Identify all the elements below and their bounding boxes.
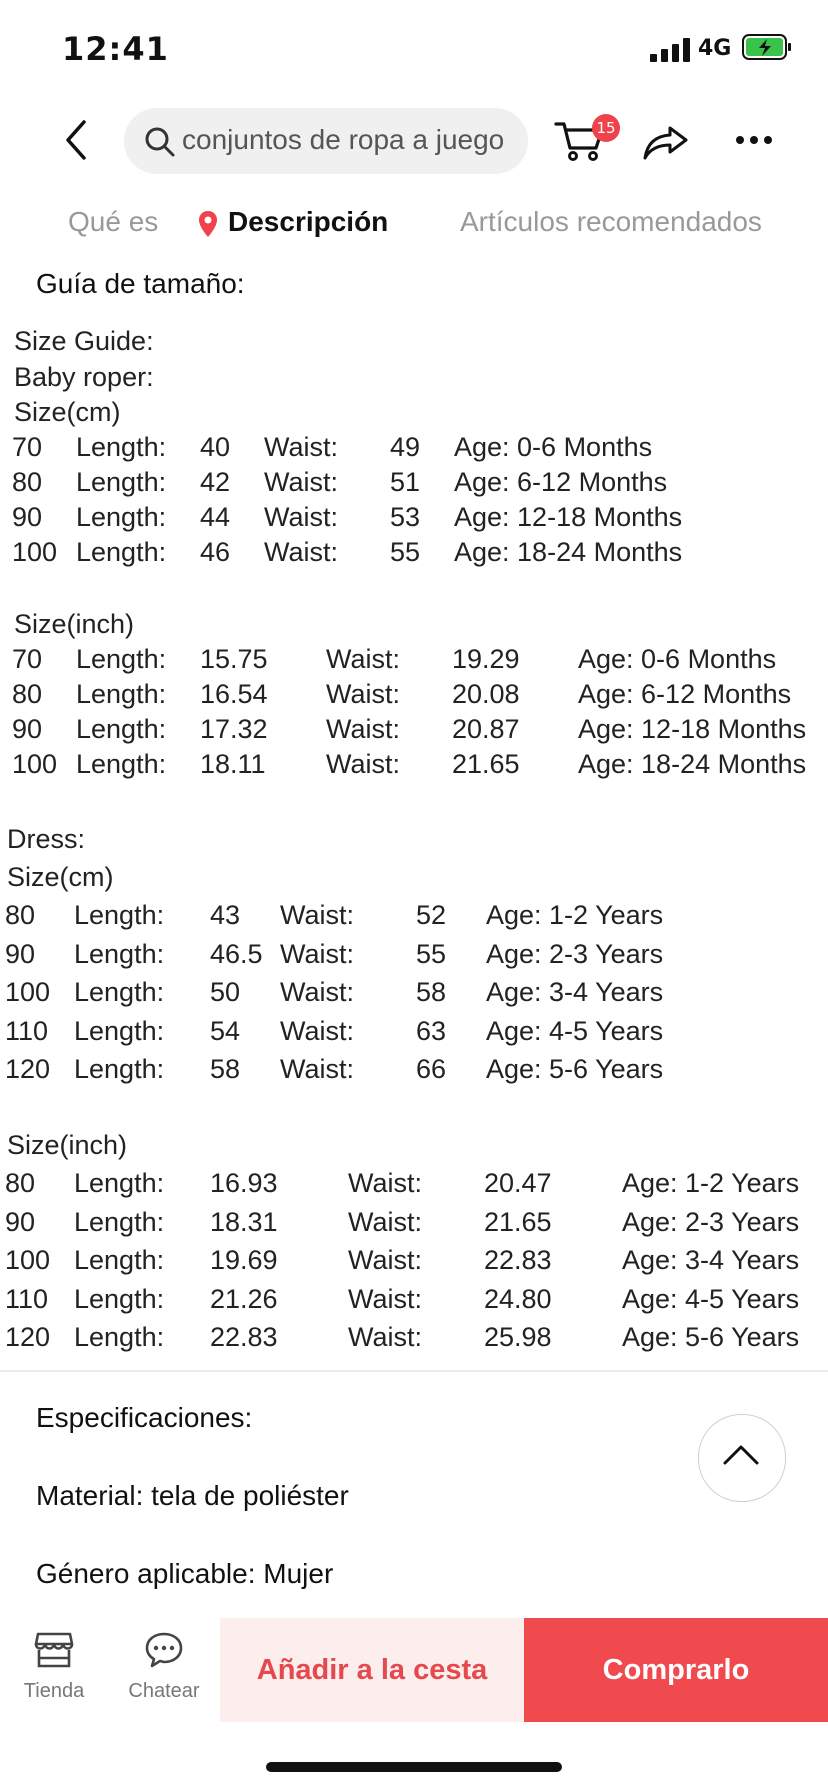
dress-cm-label: Size(cm) (7, 862, 114, 892)
size-row-waist-label: Waist: (264, 432, 338, 462)
size-row-length-label: Length: (74, 1168, 165, 1198)
size-row-length-label: Length: (76, 537, 167, 567)
size-row-waist-value: 21.65 (452, 749, 520, 779)
scroll-to-top-button[interactable] (698, 1414, 786, 1502)
size-row-waist-value: 20.08 (452, 679, 520, 709)
share-icon[interactable] (642, 122, 690, 162)
dress-inch-label: Size(inch) (7, 1130, 128, 1160)
size-row-length-value: 54 (210, 1015, 241, 1046)
size-row-waist-label: Waist: (264, 537, 338, 567)
size-row-length-label: Length: (74, 1283, 165, 1314)
size-row-waist-label: Waist: (280, 1015, 354, 1046)
add-to-cart-button[interactable]: Añadir a la cesta (220, 1618, 524, 1722)
size-row-waist-value: 63 (416, 1015, 447, 1046)
size-row-length-label: Length: (76, 714, 167, 744)
size-row-length-value: 19.69 (210, 1245, 278, 1275)
baby-inch-label: Size(inch) (14, 609, 135, 639)
size-row-waist-value: 51 (390, 467, 421, 497)
size-guide-image (0, 316, 828, 1368)
size-row-waist-label: Waist: (348, 1283, 422, 1314)
size-row-waist-label: Waist: (280, 977, 354, 1007)
bottom-action-bar (0, 1618, 828, 1722)
more-icon[interactable] (734, 134, 774, 146)
search-input[interactable] (124, 108, 528, 174)
size-row-size: 90 (12, 502, 43, 532)
status-time: 12:41 (62, 30, 169, 68)
size-row-size: 70 (12, 432, 43, 462)
size-row-length-value: 40 (200, 432, 231, 462)
size-row-age: Age: 5-6 Years (486, 1054, 664, 1084)
size-row-age: Age: 6-12 Months (578, 679, 792, 709)
size-row-waist-value: 55 (390, 537, 421, 567)
size-row-waist-value: 22.83 (484, 1245, 552, 1275)
dress-label: Dress: (7, 824, 86, 854)
size-row-waist-value: 55 (416, 938, 447, 969)
spec-material: Material: tela de poliéster (36, 1480, 349, 1511)
size-row-length-value: 58 (210, 1054, 241, 1084)
size-row-age: Age: 5-6 Years (622, 1322, 800, 1352)
chat-button[interactable] (114, 1618, 214, 1722)
size-row-length-value: 15.75 (200, 644, 268, 674)
size-row-length-label: Length: (76, 679, 167, 709)
size-row-waist-label: Waist: (348, 1322, 422, 1352)
size-row-length-value: 22.83 (210, 1322, 278, 1352)
size-row-size: 80 (12, 679, 43, 709)
size-row-waist-value: 49 (390, 432, 421, 462)
size-row-length-value: 16.93 (210, 1168, 278, 1198)
size-row-size: 80 (12, 467, 43, 497)
size-row-length-value: 44 (200, 502, 231, 532)
buy-now-button[interactable]: Comprarlo (524, 1618, 828, 1722)
size-row-length-value: 18.31 (210, 1206, 278, 1237)
size-row-length-value: 46 (200, 537, 231, 567)
cart-count-badge: 15 (592, 114, 620, 142)
tab-recommended[interactable]: Artículos recomendados (460, 206, 762, 237)
size-row-length-label: Length: (74, 1015, 165, 1046)
location-pin-icon (198, 210, 218, 238)
size-row-length-label: Length: (74, 1322, 165, 1352)
size-row-waist-value: 19.29 (452, 644, 520, 674)
size-row-age: Age: 0-6 Months (578, 644, 777, 674)
size-row-length-label: Length: (76, 749, 167, 779)
size-row-length-label: Length: (74, 1054, 165, 1084)
specs-title: Especificaciones: (36, 1402, 253, 1433)
size-row-waist-value: 24.80 (484, 1283, 552, 1314)
size-row-size: 100 (12, 537, 58, 567)
size-row-age: Age: 3-4 Years (622, 1245, 800, 1275)
size-row-waist-value: 20.87 (452, 714, 520, 744)
size-row-length-label: Length: (76, 502, 167, 532)
size-row-length-label: Length: (74, 900, 165, 930)
size-row-size: 120 (5, 1322, 51, 1352)
size-row-length-value: 50 (210, 977, 241, 1007)
size-row-waist-label: Waist: (326, 644, 400, 674)
size-row-length-label: Length: (74, 938, 165, 969)
size-row-waist-value: 53 (390, 502, 421, 532)
size-row-waist-label: Waist: (348, 1206, 422, 1237)
size-row-size: 100 (5, 977, 51, 1007)
size-row-length-label: Length: (74, 1206, 165, 1237)
tab-what-is[interactable]: Qué es (68, 206, 159, 237)
store-icon (34, 1630, 74, 1670)
size-row-length-label: Length: (76, 432, 167, 462)
size-row-size: 90 (12, 714, 43, 744)
chat-icon (144, 1630, 184, 1670)
size-row-age: Age: 2-3 Years (622, 1206, 800, 1237)
size-row-age: Age: 2-3 Years (486, 938, 664, 969)
chat-label: Chatear (128, 1680, 200, 1702)
size-row-age: Age: 18-24 Months (578, 749, 807, 779)
size-row-age: Age: 3-4 Years (486, 977, 664, 1007)
status-bar (0, 0, 828, 96)
size-row-size: 90 (5, 1206, 36, 1237)
baby-roper-label: Baby roper: (14, 362, 154, 392)
size-row-waist-label: Waist: (264, 467, 338, 497)
size-row-age: Age: 1-2 Years (486, 900, 664, 930)
search-query-text: conjuntos de ropa a juego (182, 124, 505, 155)
size-row-waist-label: Waist: (280, 900, 354, 930)
size-row-length-value: 17.32 (200, 714, 268, 744)
size-row-waist-value: 66 (416, 1054, 447, 1084)
size-row-size: 70 (12, 644, 43, 674)
size-row-waist-value: 58 (416, 977, 447, 1007)
size-row-size: 90 (5, 938, 36, 969)
size-row-length-value: 46.5 (210, 938, 263, 969)
size-row-length-label: Length: (74, 977, 165, 1007)
size-row-waist-value: 20.47 (484, 1168, 552, 1198)
size-row-age: Age: 4-5 Years (486, 1015, 664, 1046)
size-row-waist-value: 52 (416, 900, 447, 930)
battery-icon (742, 34, 792, 60)
size-row-length-value: 21.26 (210, 1283, 278, 1314)
size-row-length-label: Length: (76, 644, 167, 674)
section-divider (0, 1370, 828, 1372)
signal-icon (650, 38, 692, 62)
store-label: Tienda (23, 1680, 85, 1702)
search-icon (144, 126, 176, 158)
chevron-up-icon (698, 1414, 784, 1500)
tab-description[interactable]: Descripción (228, 206, 389, 237)
size-row-waist-label: Waist: (326, 714, 400, 744)
size-row-size: 100 (12, 749, 58, 779)
size-row-waist-value: 21.65 (484, 1206, 552, 1237)
store-button[interactable] (4, 1618, 104, 1722)
size-row-size: 100 (5, 1245, 51, 1275)
size-row-size: 80 (5, 900, 36, 930)
size-row-waist-label: Waist: (348, 1245, 422, 1275)
size-row-size: 80 (5, 1168, 36, 1198)
size-row-age: Age: 0-6 Months (454, 432, 653, 462)
size-row-age: Age: 1-2 Years (622, 1168, 800, 1198)
size-row-length-value: 43 (210, 900, 241, 930)
size-row-size: 110 (5, 1015, 49, 1046)
size-row-length-value: 18.11 (200, 749, 266, 779)
size-row-waist-label: Waist: (326, 749, 400, 779)
size-row-length-label: Length: (74, 1245, 165, 1275)
home-indicator (266, 1762, 562, 1772)
size-row-waist-label: Waist: (264, 502, 338, 532)
size-row-waist-label: Waist: (326, 679, 400, 709)
spec-gender: Género aplicable: Mujer (36, 1558, 334, 1589)
size-guide-title: Size Guide: (14, 326, 154, 356)
size-row-waist-label: Waist: (348, 1168, 422, 1198)
network-type: 4G (698, 36, 732, 61)
size-row-waist-value: 25.98 (484, 1322, 552, 1352)
back-icon[interactable] (58, 118, 98, 162)
size-row-size: 120 (5, 1054, 51, 1084)
size-row-age: Age: 4-5 Years (622, 1283, 800, 1314)
size-row-age: Age: 12-18 Months (454, 502, 683, 532)
size-guide-heading: Guía de tamaño: (36, 268, 245, 299)
size-row-age: Age: 6-12 Months (454, 467, 668, 497)
size-row-length-value: 16.54 (200, 679, 268, 709)
size-row-size: 110 (5, 1283, 49, 1314)
size-row-waist-label: Waist: (280, 1054, 354, 1084)
size-row-length-value: 42 (200, 467, 231, 497)
size-row-age: Age: 18-24 Months (454, 537, 683, 567)
baby-cm-label: Size(cm) (14, 397, 121, 427)
size-row-age: Age: 12-18 Months (578, 714, 807, 744)
size-row-waist-label: Waist: (280, 938, 354, 969)
size-row-length-label: Length: (76, 467, 167, 497)
